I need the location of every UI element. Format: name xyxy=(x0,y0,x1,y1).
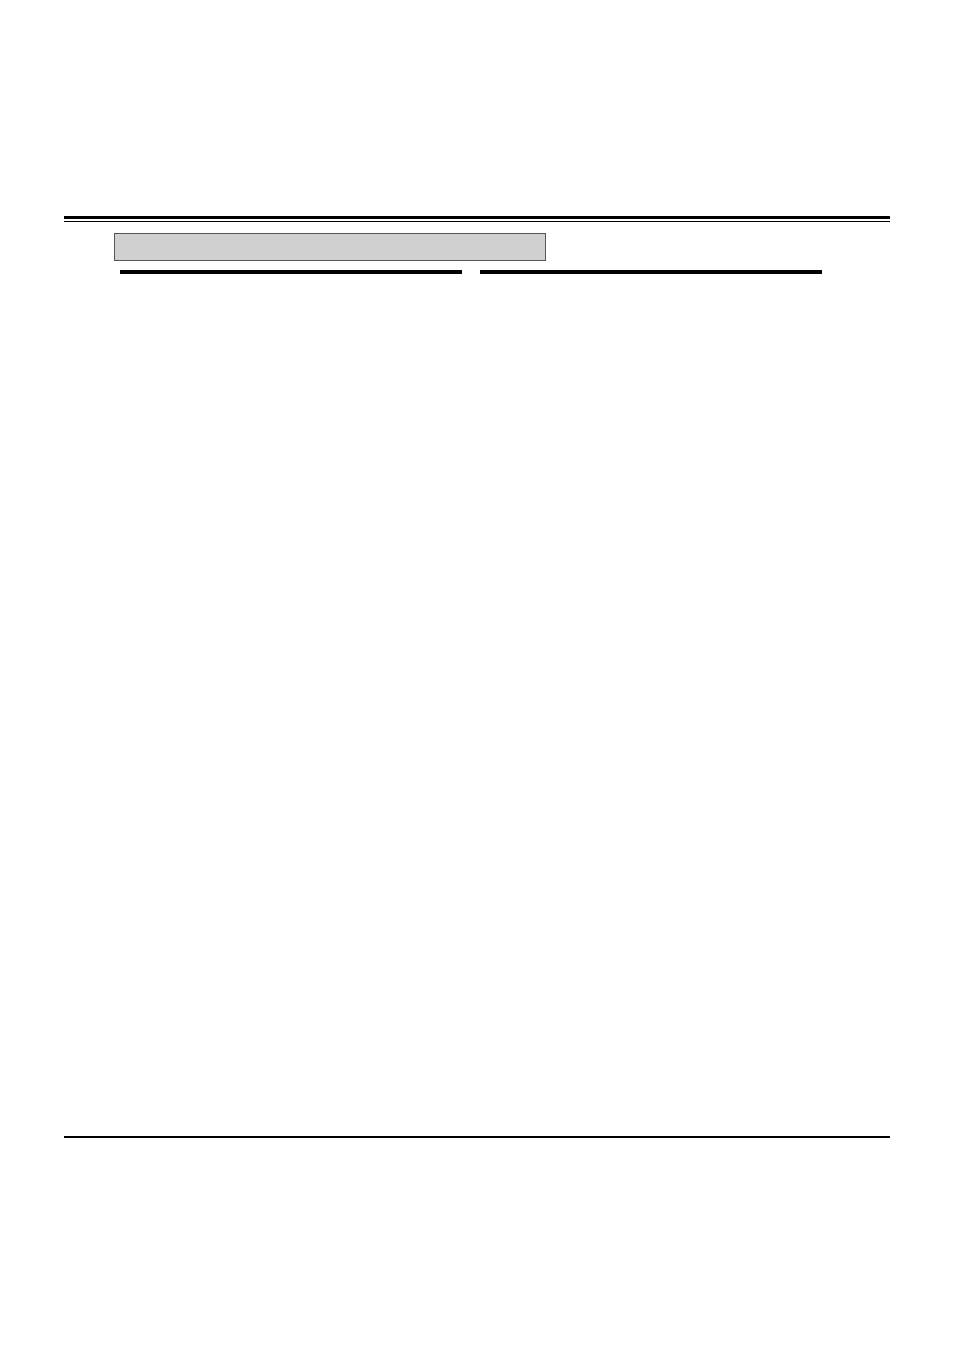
right-table xyxy=(480,270,822,274)
left-table xyxy=(120,270,462,274)
footer-rule xyxy=(64,1136,890,1138)
header-rule-thick xyxy=(64,216,890,219)
header-rule-thin xyxy=(64,221,890,222)
section-title-box xyxy=(114,233,546,261)
